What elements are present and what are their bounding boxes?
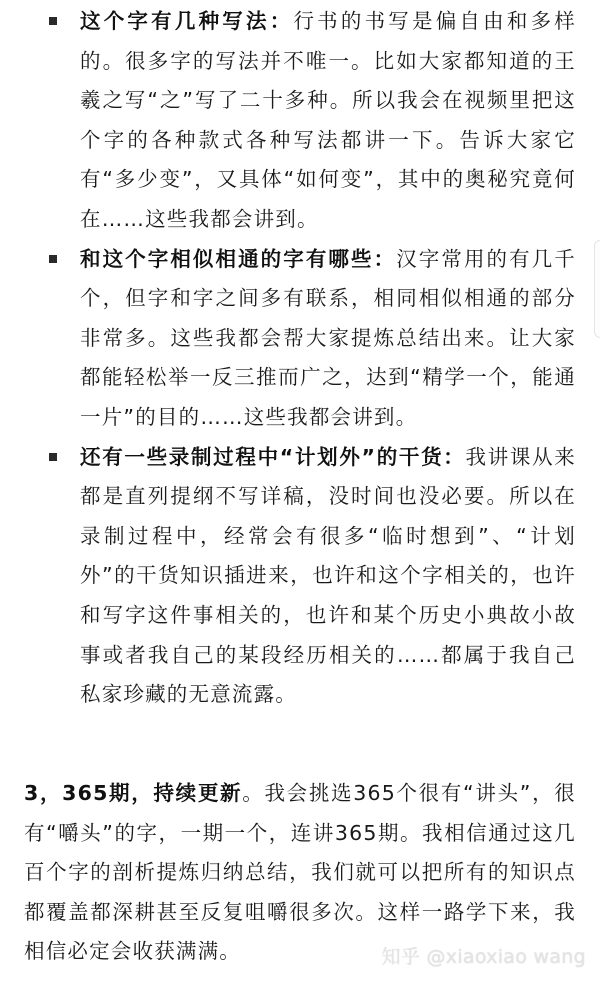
list-item-body: 行书的书写是偏自由和多样的。很多字的写法并不唯一。比如大家都知道的王羲之写“之”写了二十多种。所以我会在视频里把这个字的各种款式各种写法都讲一下。告诉大家它有“多少变”，又具体“如何变”，其中的奥秘究竟何在……这些我都会讲到。 <box>80 9 576 231</box>
list-item-unplanned-tips <box>0 438 600 715</box>
list-item-similar-characters <box>0 240 600 438</box>
list-item-body: 我讲课从来都是直列提纲不写详稿，没时间也没必要。所以在录制过程中，经常会有很多“临时想到”、“计划外”的干货知识插进来，也许和这个字相关的，也许和写字这件事相关的，也许和某个历史小典故小故事或者我自己的某段经历相关的……都属于我自己私家珍藏的无意流露。 <box>80 444 577 707</box>
feature-list <box>0 2 600 715</box>
paragraph-body: 。我会挑选365个很有“讲头”，很有“嚼头”的字，一期一个，连讲365期。我相信通过这几百个字的剖析提炼归纳总结，我们就可以把所有的知识点都覆盖都深耕甚至反复咀嚼很多次。这样一路学下来，我相信必定会收获满满。 <box>24 781 576 964</box>
zhihu-watermark: 知乎 @xiaoxiao wang <box>381 946 586 968</box>
square-bullet-icon <box>49 17 57 25</box>
paragraph-lead: 3，365期，持续更新 <box>24 781 243 805</box>
list-item-lead: 还有一些录制过程中“计划外”的干货： <box>80 444 466 469</box>
square-bullet-icon <box>49 453 57 461</box>
list-item-body: 汉字常用的有几千个，但字和字之间多有联系，相同相似相通的部分非常多。这些我都会帮大家提炼总结出来。让大家都能轻松举一反三推而广之，达到“精学一个，能通一片”的目的……这些我都会讲到。 <box>80 246 576 429</box>
list-item-lead: 和这个字相似相通的字有哪些： <box>80 246 397 271</box>
list-item-writing-styles <box>0 2 600 240</box>
square-bullet-icon <box>49 255 57 263</box>
scrollbar-edge[interactable] <box>594 240 600 338</box>
list-item-lead: 这个字有几种写法： <box>80 9 294 33</box>
